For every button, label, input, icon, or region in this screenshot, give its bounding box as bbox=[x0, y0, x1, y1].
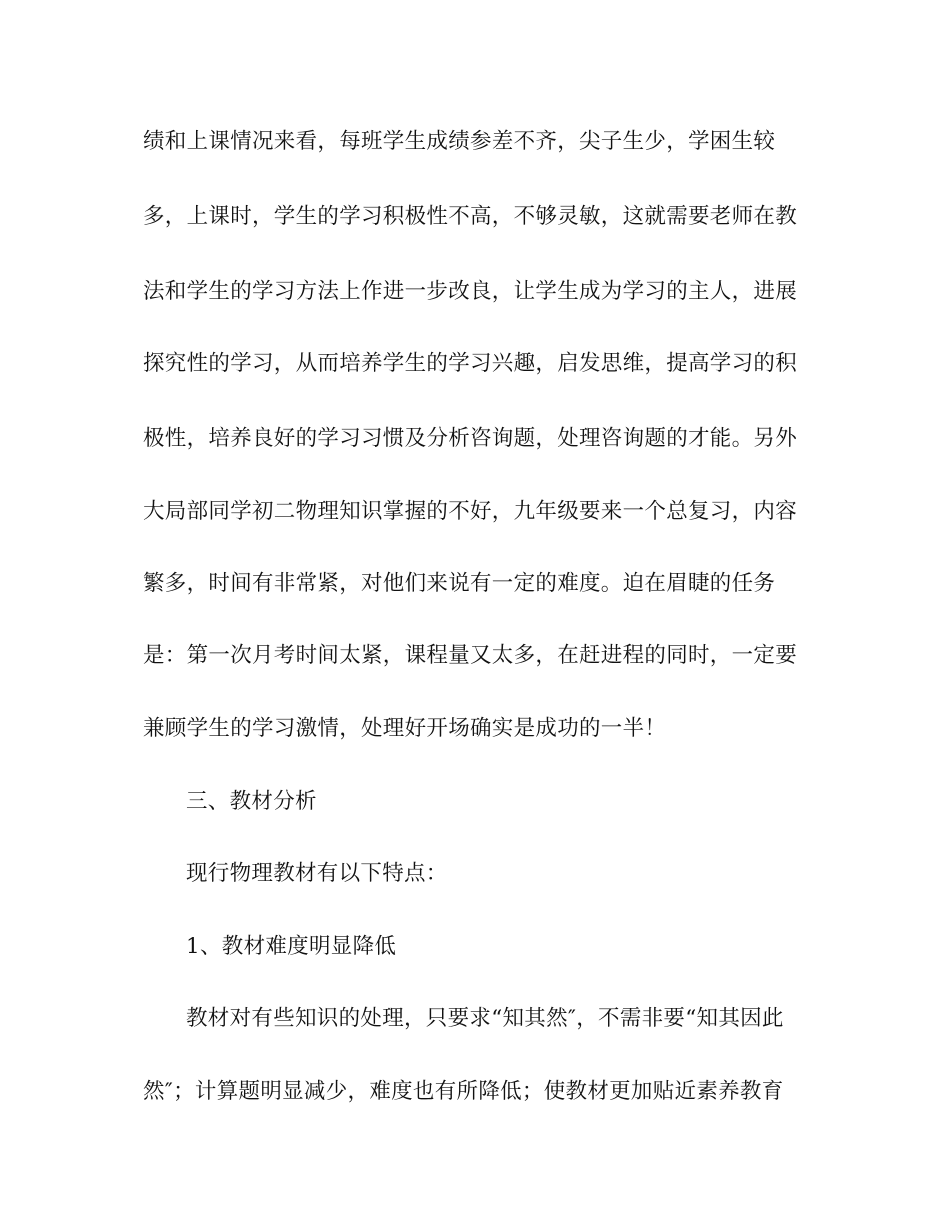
paragraph-line: 是：第一次月考时间太紧，课程量又太多，在赶进程的同时，一定要 bbox=[143, 643, 798, 668]
paragraph-line: 绩和上课情况来看，每班学生成绩参差不齐，尖子生少，学困生较 bbox=[143, 129, 776, 154]
paragraph-line: 然″；计算题明显减少，难度也有所降低；使教材更加贴近素养教育 bbox=[143, 1079, 784, 1104]
paragraph-line: 兼顾学生的学习激情，处理好开场确实是成功的一半！ bbox=[143, 716, 667, 741]
subsection-heading: 1、教材难度明显降低 bbox=[186, 934, 397, 959]
section-heading: 三、教材分析 bbox=[186, 789, 317, 814]
paragraph-line: 大局部同学初二物理知识掌握的不好，九年级要来一个总复习，内容 bbox=[143, 499, 798, 524]
paragraph-line: 繁多，时间有非常紧，对他们来说有一定的难度。迫在眉睫的任务 bbox=[143, 571, 776, 596]
paragraph-line: 现行物理教材有以下特点： bbox=[186, 861, 448, 886]
paragraph-line: 探究性的学习，从而培养学生的学习兴趣，启发思维，提高学习的积 bbox=[143, 351, 798, 376]
paragraph-line: 教材对有些知识的处理，只要求“知其然″，不需非要“知其因此 bbox=[186, 1006, 784, 1031]
paragraph-line: 多，上课时，学生的学习积极性不高，不够灵敏，这就需要老师在教 bbox=[143, 204, 798, 229]
paragraph-line: 法和学生的学习方法上作进一步改良，让学生成为学习的主人，进展 bbox=[143, 279, 798, 304]
paragraph-line: 极性，培养良好的学习习惯及分析咨询题，处理咨询题的才能。另外 bbox=[143, 426, 798, 451]
